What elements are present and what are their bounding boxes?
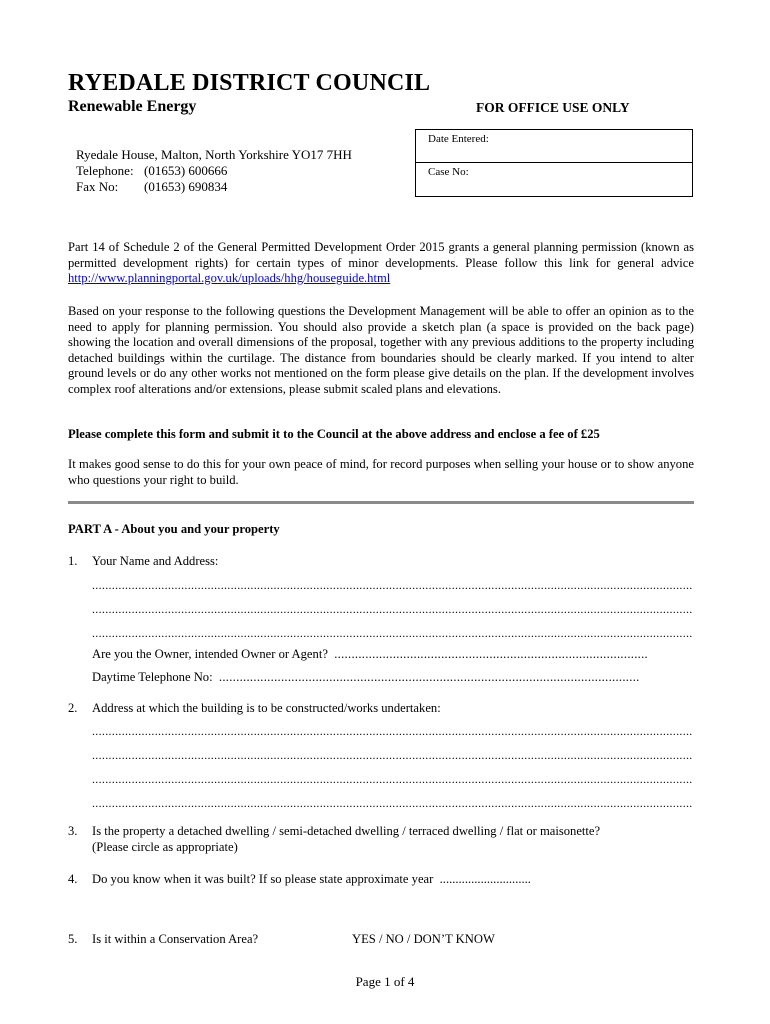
question-text: Do you know when it was built? If so please state approximate year: [92, 872, 434, 886]
fax-number: (01653) 690834: [144, 179, 228, 194]
owner-question: [92, 647, 648, 662]
name-address-line-2[interactable]: [92, 602, 692, 617]
phone-label: Daytime Telephone No:: [92, 670, 213, 684]
phone-answer-field[interactable]: ..........................................................................................................................: [218, 670, 640, 684]
date-entered-label: Date Entered:: [428, 133, 489, 145]
planning-portal-link[interactable]: http://www.planningportal.gov.uk/uploads/hhg/houseguide.html: [68, 271, 391, 285]
question-number: 3.: [68, 824, 78, 838]
conservation-answer[interactable]: YES / NO / DON’T KNOW: [352, 932, 495, 946]
council-address: [76, 147, 352, 195]
question-number: 4.: [68, 872, 78, 886]
case-no-label: Case No:: [428, 166, 469, 178]
site-address-line-3[interactable]: [92, 772, 692, 787]
question-text: Your Name and Address:: [92, 554, 219, 568]
office-use-box: [415, 129, 693, 197]
telephone-label: Telephone:: [76, 163, 134, 178]
good-sense-paragraph: It makes good sense to do this for your own peace of mind, for record purposes when selling your house or to show anyone who questions your right to build.: [68, 457, 694, 487]
response-paragraph: Based on your response to the following questions the Development Management will be able to offer an opinion as to the need to apply for planning permission. You should also provide a sketch plan (a space is provided on the back page) showing the location and overall dimensions of the proposal, together with any previous additions to the property including detached buildings within the curtilage. The distance from boundaries should be clearly marked. If you intend to alter ground levels or do any other works not mentioned on the form please give details on the plan. If the development involves complex roof alterations and/or extensions, please submit scaled plans and elevations.: [68, 304, 694, 396]
question-text: Address at which the building is to be constructed/works undertaken:: [92, 701, 441, 715]
name-address-line-3[interactable]: [92, 626, 692, 641]
section-divider: [68, 501, 694, 504]
page-number: Page 1 of 4: [355, 974, 415, 989]
council-title: RYEDALE DISTRICT COUNCIL: [68, 70, 431, 96]
date-entered-field[interactable]: [416, 130, 692, 162]
site-address-line-4[interactable]: [92, 796, 692, 811]
part-a-heading: PART A - About you and your property: [68, 522, 280, 536]
site-address-line-1[interactable]: [92, 724, 692, 739]
submit-instruction: Please complete this form and submit it to the Council at the above address and enclose a fee of £25: [68, 427, 600, 441]
name-address-line-1[interactable]: [92, 578, 692, 593]
question-5: [68, 931, 258, 947]
office-use-heading: FOR OFFICE USE ONLY: [476, 100, 630, 115]
fax-label: Fax No:: [76, 179, 119, 194]
question-text: Is it within a Conservation Area?: [92, 932, 259, 946]
address-line: Ryedale House, Malton, North Yorkshire YO17 7HH: [76, 147, 352, 162]
telephone-number: (01653) 600666: [144, 163, 228, 178]
form-subtitle: Renewable Energy: [68, 98, 197, 115]
phone-question: [92, 670, 640, 685]
question-number: 5.: [68, 932, 78, 946]
question-text[interactable]: Is the property a detached dwelling / semi-detached dwelling / terraced dwelling / flat or maisonette?: [92, 824, 601, 838]
question-4: [68, 871, 531, 887]
owner-answer-field[interactable]: ...........................................................................................: [334, 647, 649, 661]
question-note: (Please circle as appropriate): [92, 840, 238, 854]
year-answer-field[interactable]: .............................: [439, 872, 531, 886]
question-1: [68, 553, 218, 569]
question-2: [68, 700, 441, 716]
owner-label: Are you the Owner, intended Owner or Agent?: [92, 647, 328, 661]
case-no-field[interactable]: [416, 162, 692, 195]
question-number: 1.: [68, 554, 78, 568]
question-number: 2.: [68, 701, 78, 715]
site-address-line-2[interactable]: [92, 748, 692, 763]
intro-text: Part 14 of Schedule 2 of the General Permitted Development Order 2015 grants a general planning permission (known as permitted development rights) for certain types of minor developments. Please follow this link for general advice: [68, 240, 694, 270]
intro-paragraph: [68, 240, 694, 287]
question-3: [68, 823, 600, 855]
